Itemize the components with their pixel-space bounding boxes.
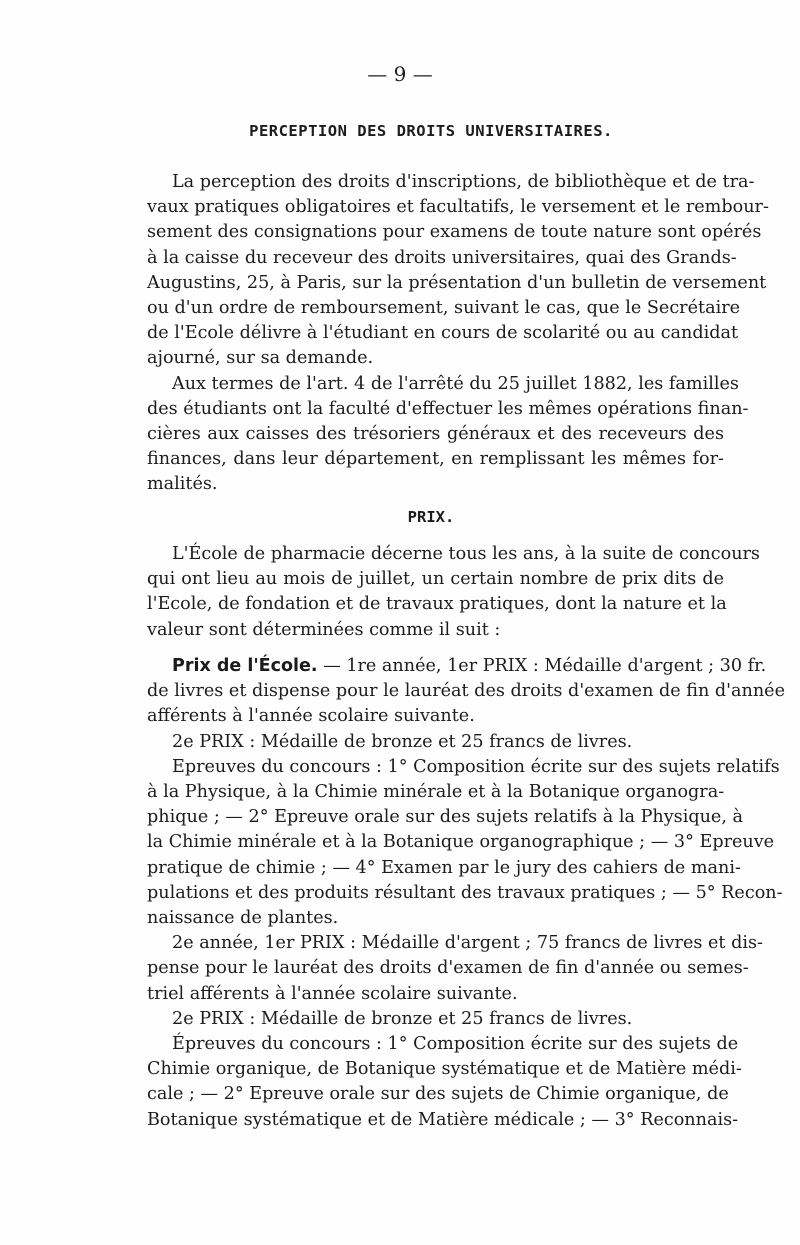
text-line-rest: — 1re année, 1er PRIX : Médaille d'argent ; 30 fr. xyxy=(323,656,767,676)
text-line: Botanique systématique et de Matière médicale ; — 3° Reconnais- xyxy=(147,1109,739,1130)
text-line: 2e année, 1er PRIX : Médaille d'argent ; 75 francs de livres et dis- xyxy=(172,933,763,954)
text-line: cale ; — 2° Epreuve orale sur des sujets de Chimie organique, de xyxy=(147,1084,729,1105)
text-line: à la caisse du receveur des droits universitaires, quai des Grands- xyxy=(147,247,737,268)
text-line: La perception des droits d'inscriptions, de bibliothèque et de tra- xyxy=(172,172,755,192)
text-line: afférents à l'année scolaire suivante. xyxy=(147,706,475,727)
text-line: des étudiants ont la faculté d'effectuer les mêmes opérations finan- xyxy=(147,398,749,419)
section-title-prix: PRIX. xyxy=(407,508,455,526)
text-line: pratique de chimie ; — 4° Examen par le jury des cahiers de mani- xyxy=(147,857,741,878)
text-line: triel afférents à l'année scolaire suivante. xyxy=(147,983,518,1004)
page-number: — 9 — xyxy=(367,62,433,86)
prix-intro xyxy=(147,542,760,643)
text-line: 2e PRIX : Médaille de bronze et 25 francs de livres. xyxy=(172,731,633,752)
section-title-perception: PERCEPTION DES DROITS UNIVERSITAIRES. xyxy=(249,122,613,140)
text-line: qui ont lieu au mois de juillet, un certain nombre de prix dits de xyxy=(147,569,724,590)
text-line: malités. xyxy=(147,474,218,495)
text-line: sement des consignations pour examens de toute nature sont opérés xyxy=(147,222,762,243)
text-line: de l'Ecole délivre à l'étudiant en cours de scolarité ou au candidat xyxy=(147,323,739,344)
text-line: pulations et des produits résultant des travaux pratiques ; — 5° Recon- xyxy=(147,882,783,903)
text-line: finances, dans leur département, en remplissant les mêmes for- xyxy=(147,449,724,470)
text-line: Épreuves du concours : 1° Composition écrite sur des sujets de xyxy=(172,1034,739,1055)
text-line: ou d'un ordre de remboursement, suivant le cas, que le Secrétaire xyxy=(147,298,741,319)
prix-ecole-label: Prix de l'École. xyxy=(172,656,318,676)
text-line: vaux pratiques obligatoires et facultatifs, le versement et le rembour- xyxy=(147,197,769,218)
text-line: cières aux caisses des trésoriers généraux et des receveurs des xyxy=(147,424,724,445)
text-line: valeur sont déterminées comme il suit : xyxy=(147,619,501,640)
text-line xyxy=(147,654,767,679)
text-line: ajourné, sur sa demande. xyxy=(147,348,374,369)
text-line: Augustins, 25, à Paris, sur la présentation d'un bulletin de versement xyxy=(147,272,767,293)
text-line: l'Ecole, de fondation et de travaux pratiques, dont la nature et la xyxy=(147,594,727,615)
text-line: Epreuves du concours : 1° Composition écrite sur des sujets relatifs xyxy=(172,756,780,777)
prix-ecole-body xyxy=(147,654,785,1133)
text-line: à la Physique, à la Chimie minérale et à la Botanique organogra- xyxy=(147,782,725,803)
text-line: L'École de pharmacie décerne tous les ans, à la suite de concours xyxy=(172,544,760,564)
text-line: Chimie organique, de Botanique systématique et de Matière médi- xyxy=(147,1059,742,1080)
perception-body xyxy=(147,170,769,498)
text-line: phique ; — 2° Epreuve orale sur des sujets relatifs à la Physique, à xyxy=(147,807,744,828)
text-line: 2e PRIX : Médaille de bronze et 25 francs de livres. xyxy=(172,1008,633,1029)
text-line: la Chimie minérale et à la Botanique organographique ; — 3° Epreuve xyxy=(147,832,775,853)
text-line: naissance de plantes. xyxy=(147,908,339,929)
text-line: de livres et dispense pour le lauréat des droits d'examen de fin d'année xyxy=(147,681,785,702)
text-line: Aux termes de l'art. 4 de l'arrêté du 25 juillet 1882, les familles xyxy=(172,373,739,394)
text-line: pense pour le lauréat des droits d'examen de fin d'année ou semes- xyxy=(147,958,749,979)
